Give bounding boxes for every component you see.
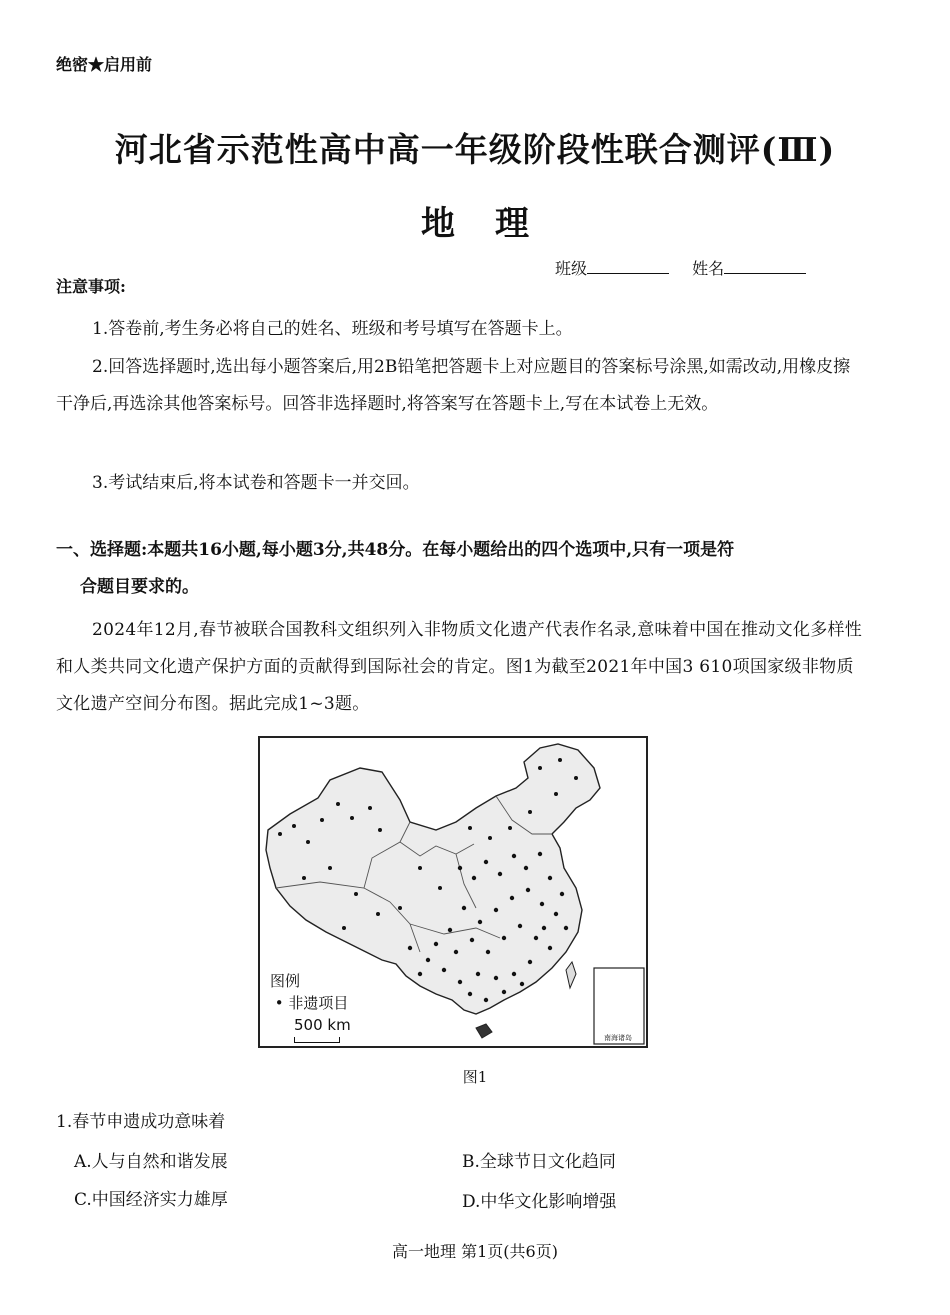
notice-item-1: 1.答卷前,考生务必将自己的姓名、班级和考号填写在答题卡上。 <box>92 319 573 339</box>
south-sea-inset <box>594 968 644 1044</box>
exam-title: 河北省示范性高中高一年级阶段性联合测评(Ⅲ) <box>114 130 836 169</box>
hainan-island <box>476 1024 492 1038</box>
inset-label: 南海诸岛 <box>604 1034 632 1042</box>
figure-caption: 图1 <box>462 1068 488 1086</box>
name-label: 姓名 <box>692 259 725 278</box>
section-heading <box>56 532 866 606</box>
notice-item-2: 2.回答选择题时,选出每小题答案后,用2B铅笔把答题卡上对应题目的答案标号涂黑,如需改动,用橡皮擦干净后,再选涂其他答案标号。回答非选择题时,将答案写在答题卡上,写在本试卷上无效。 <box>56 357 851 414</box>
notice-item-3: 3.考试结束后,将本试卷和答题卡一并交回。 <box>92 473 420 493</box>
question-1-stem: 1.春节申遗成功意味着 <box>56 1112 226 1132</box>
page-footer: 高一地理 第1页(共6页) <box>392 1242 558 1261</box>
section-line-2: 合题目要求的。 <box>80 577 199 597</box>
legend-bullet: • <box>274 994 284 1012</box>
legend-item-label: 非遗项目 <box>288 994 349 1012</box>
option-b[interactable]: B.全球节日文化趋同 <box>462 1152 616 1172</box>
scale-label: 500 km <box>294 1016 351 1034</box>
question-intro: 2024年12月,春节被联合国教科文组织列入非物质文化遗产代表作名录,意味着中国在推动文化多样性和人类共同文化遗产保护方面的贡献得到国际社会的肯定。图1为截至2021年中国3 610项国家级非物质文化遗产空间分布图。据此完成1~3题。 <box>56 620 863 714</box>
taiwan-island <box>566 962 576 988</box>
class-label: 班级 <box>555 259 588 278</box>
option-d[interactable]: D.中华文化影响增强 <box>462 1192 617 1212</box>
subject-title: 地理 <box>421 204 569 244</box>
confidential-mark: 绝密★启用前 <box>56 55 153 74</box>
option-c[interactable]: C.中国经济实力雄厚 <box>74 1190 228 1210</box>
scale-bar <box>270 1014 351 1043</box>
legend-title: 图例 <box>270 972 301 990</box>
option-a[interactable]: A.人与自然和谐发展 <box>74 1152 228 1172</box>
name-blank[interactable] <box>724 259 806 274</box>
map-legend <box>270 970 351 1043</box>
legend-item <box>270 992 351 1014</box>
class-blank[interactable] <box>587 259 669 274</box>
section-line-1: 一、选择题:本题共16小题,每小题3分,共48分。在每小题给出的四个选项中,只有一项是符 <box>56 540 735 560</box>
notice-heading: 注意事项: <box>56 277 126 296</box>
student-fields <box>555 256 824 279</box>
scale-line <box>294 1037 340 1043</box>
